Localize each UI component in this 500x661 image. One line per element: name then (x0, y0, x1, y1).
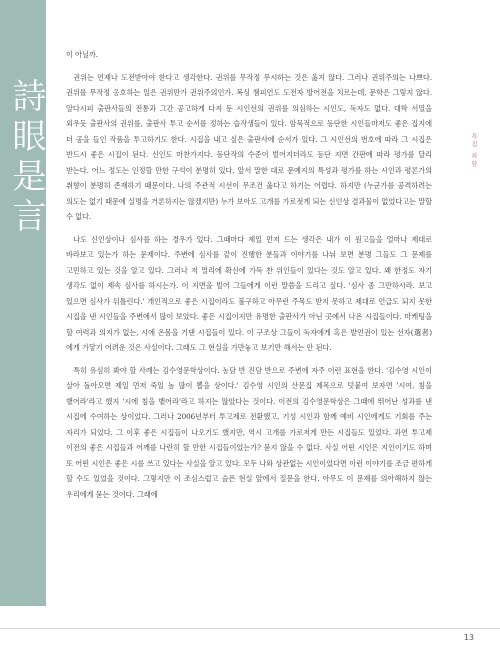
paragraph: 권위는 언제나 도전받아야 한다고 생각한다. 권위를 무작정 무시하는 것은 옳지 않다. 그러나 권위주의는 나쁘다. 권위를 무작정 옹호하는 일은 권위만가 권위주의인가. 복싱 챔피언도 도전자 방어전을 치르는데, 문학은 그렇지 않다. 알다시피 출판사들의 전통과 그간 공고하게 다져 둔 시인선의 권위를 의심하는 시인도, 독자도 없다. 대학 서열을 외우듯 출판사의 권위를, 출판사 투고 순서를 정하는 습작생들이 있다. 암묵적으로 등단한 시인들마저도 좋은 집지에 더 공을 들인 작품을 투고하기도 한다. 시집을 내고 싶은 출판사에 순서가 있다. 그 시인선의 번호에 따라 그 시집은 반드시 좋은 시집이 된다. 신인도 마찬가지다. 등단작의 수준이 벌어지더라도 등단 지면 간판에 따라 평가를 달리 받는다. 어느 정도는 인정할 만한 구석이 분명히 있다. 앞서 말한 대로 문예지의 특성과 평가를 하는 시인과 평론가의 취향이 분명히 존재하기 때문이다. 나의 주관적 시선이 무조건 옳다고 하기는 어렵다. 하지만 (누군가를 공격하려는 의도는 없기 때문에 실명을 거론하지는 않겠지만) 누가 보아도 고개를 가로젓게 되는 신인상 결과물이 없었다고는 말할 수 없다. (66, 72, 432, 221)
page-number: 13 (463, 633, 474, 642)
section-label: 특집 좌담 (470, 133, 477, 169)
body-text (66, 47, 432, 509)
paragraph: 이 아닐까. (66, 50, 99, 59)
paragraph: 나도 신인상이나 심사를 하는 경우가 있다. 그때마다 제일 먼저 드는 생각은 내가 이 원고들을 얼마나 제대로 바라보고 있는가 하는 문제이다. 주변에 심사를 같이 진행한 분들과 이야기를 나눠 보면 분명 그들도 그 문제를 고민하고 있는 것을 알고 있다. 그러나 저 멀리에 확신에 가득 찬 위인들이 있다는 것도 알고 있다. 왜 한정도 자기 생각도 없이 제속 심사를 하시는가. 이 지면을 빌어 그들에게 이런 말씀을 드리고 싶다. '심사 좀 그만하시라. 보고 있으면 심사가 뒤틀린다.' 개인적으로 좋은 시집이라도 불구하고 아무런 주목도 받지 못하고 제대로 언급도 되지 못한 시집을 낸 시인들을 주변에서 많이 보았다. 좋은 시집이지만 유명한 출판사가 아닌 곳에서 나온 시집들이다. 마케팅을 할 여력과 의지가 없는, 시에 온몸을 기댄 시집들이 있다. 이 구조상 그들이 독자에게 혹은 발언권이 있는 선자(選者)에게 가닿기 어려운 것은 사실이다. 그래도 그 현실을 가만놓고 보기만 해서는 안 된다. (66, 234, 432, 352)
sidebar-title: 詩眼是言 (6, 78, 46, 238)
paragraph: 특히 유심히 봐야 할 사례는 김수영문학상이다. 농담 반 진담 반으로 주변에 자주 이런 표현을 한다. '김수영 시인이 살아 돌아오면 제일 먼저 죽일 놈 많이 뽑을 상이다.' 김수영 시인의 산문집 제목으로 덧붙여 보자면 '시여, 침을 뱉어라'라고 했지 '시에 침을 뱉어라'라고 하지는 않았다는 것이다. 이전의 김수영문학상은 그때에 뛰어난 성과를 낸 시집에 수여하는 상이었다. 그러나 2006년부터 투고제로 전환했고, 기성 시인과 함께 예비 시인에게도 기회를 주는 자리가 되었다. 그 이후 좋은 시집들이 나오기도 했지만, 역시 고개를 가로저게 만든 시집들도 있었다. 과연 투고제 이전의 좋은 시집들과 어깨를 나란히 할 만한 시집들이었는가? 묻지 않을 수 없다. 사실 어떤 시인은 지인이기도 하며 또 어떤 시인은 좋은 시를 쓰고 있다는 사실을 알고 있다. 모두 나와 상관없는 시인이었다면 이런 이야기를 조금 편하게 할 수도 있었을 것이다. 그렇지만 이 조심스럽고 슬픈 현실 앞에서 질문을 한다. 아무도 이 문제를 의아해하지 않는 우리에게 묻는 것이다. 그래에 (66, 365, 432, 499)
footer-divider (0, 628, 500, 629)
